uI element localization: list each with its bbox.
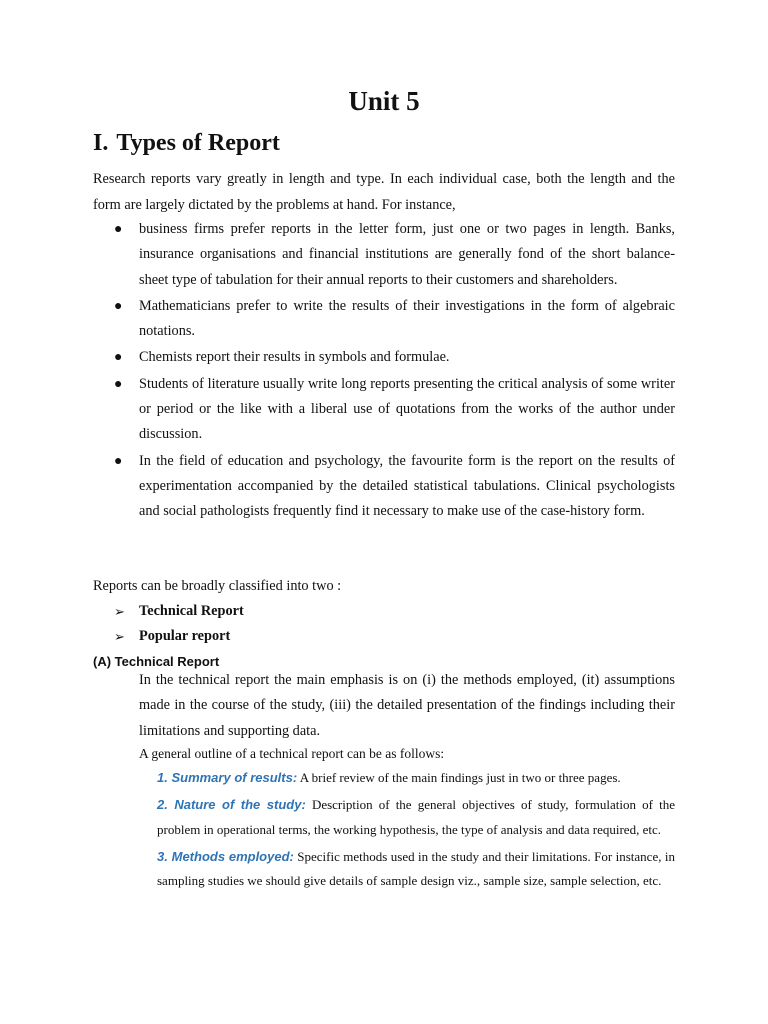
bullet-dot-icon: ● [114, 376, 123, 392]
outline-item-text: Description of the general objectives of study, formulation of the problem in operational terms, the working hypothesis, the type of analysis and data required, etc. [157, 797, 675, 837]
classification-text: Reports can be broadly classified into two : [93, 578, 342, 594]
outline-item-text: Specific methods used in the study and their limitations. For instance, in sampling studies we should give details of sample design viz., sample size, sample selection, etc. [157, 848, 675, 889]
bullet-dot-icon: ● [114, 453, 123, 469]
technical-report-heading: (A) Technical Report [93, 654, 220, 669]
outline-item [157, 845, 675, 894]
list-item-text: Mathematicians prefer to write the results of their investigations in the form of algebraic notations. [139, 297, 675, 340]
list-item [93, 345, 675, 370]
technical-outline-list [157, 766, 675, 896]
list-item-text: In the field of education and psychology, the favourite form is the report on the results of experimentation accompanied by the detailed statistical tabulations. Clinical psychologists and social pathologists frequently find it necessary to make use of the case-history form. [139, 452, 675, 520]
outline-item-label: 3. Methods employed: [157, 848, 294, 864]
bullet-dot-icon: ● [114, 222, 123, 237]
section-heading [93, 130, 280, 157]
list-item-text: Chemists report their results in symbols and formulae. [139, 349, 450, 366]
bullet-dot-icon: ● [114, 298, 123, 314]
outline-item-label: 2. Nature of the study: [157, 797, 306, 813]
list-item [93, 599, 493, 624]
report-type-technical: Technical Report [139, 603, 244, 619]
arrowhead-icon: ➢ [114, 629, 125, 644]
outline-intro: A general outline of a technical report can be as follows: [139, 746, 445, 761]
bullet-dot-icon: ● [114, 350, 123, 366]
report-type-popular: Popular report [139, 628, 231, 644]
arrowhead-icon: ➢ [114, 604, 125, 619]
list-item [93, 624, 493, 649]
outline-item [157, 766, 675, 790]
report-types-list [93, 599, 493, 649]
technical-report-paragraph: In the technical report the main emphasis is on (i) the methods employed, (it) assumptions made in the course of the study, (iii) the detailed presentation of the findings including their limitations and supporting data. [139, 672, 675, 739]
outline-item-text: A brief review of the main findings just in two or three pages. [299, 770, 621, 785]
section-number: I. [93, 130, 109, 156]
list-item-text: Students of literature usually write long reports presenting the critical analysis of some writer or period or the like with a liberal use of quotations from the works of the author under discussion. [139, 375, 675, 443]
outline-item [157, 793, 675, 842]
list-item-text: business firms prefer reports in the letter form, just one or two pages in length. Banks, insurance organisations and financial institutions are generally fond of the short balance-sheet type of tabulation for their annual reports to their customers and shareholders. [139, 221, 675, 288]
list-item [93, 217, 675, 293]
outline-item-label: 1. Summary of results: [157, 770, 298, 785]
intro-paragraph: Research reports vary greatly in length and type. In each individual case, both the length and the form are largely dictated by the problems at hand. For instance, [93, 171, 675, 213]
list-item [93, 372, 675, 448]
unit-title: Unit 5 [348, 86, 420, 116]
section-title: Types of Report [116, 130, 280, 156]
list-item [93, 294, 675, 345]
list-item [93, 449, 675, 525]
report-examples-list [93, 217, 675, 526]
